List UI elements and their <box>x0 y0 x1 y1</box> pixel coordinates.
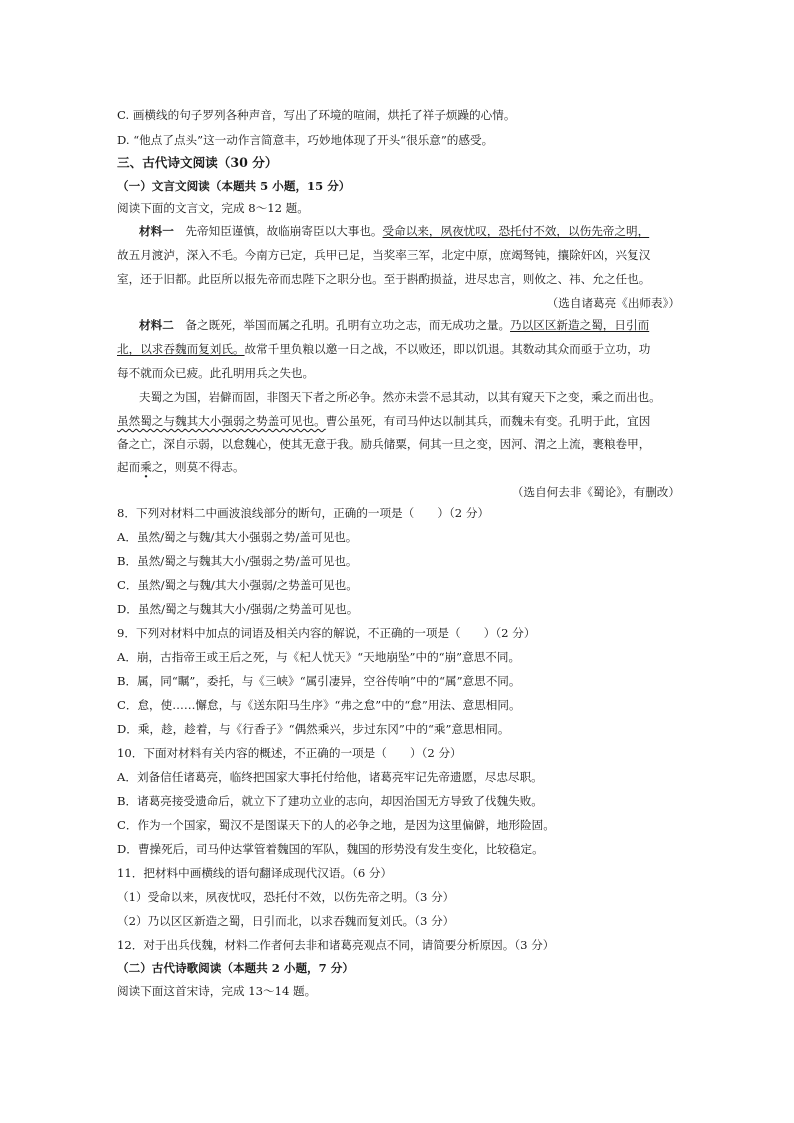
q11-stem: 11．把材料中画横线的语句翻译成现代汉语。（6 分） <box>117 866 393 880</box>
q9-option-d: D．乘，趁，趁着，与《行香子》“偶然乘兴，步过东冈”中的“乘”意思相同。 <box>117 722 510 736</box>
q9-option-c: C．怠，使……懈怠，与《送东阳马生序》“弗之怠”中的“怠”用法、意思相同。 <box>117 698 521 712</box>
q7-option-c: C. 画横线的句子罗列各种声音，写出了环境的喧闹，烘托了祥子烦躁的心情。 <box>117 108 516 122</box>
material2-source: （选自何去非《蜀论》，有删改） <box>511 485 680 499</box>
material1-label: 材料一 <box>139 224 174 238</box>
material1-source: （选自诸葛亮《出师表》） <box>546 296 680 310</box>
material2-line3: 每不就而众已疲。此孔明用兵之失也。 <box>117 366 315 380</box>
material2-para2-line2 <box>117 412 650 430</box>
material1-line1 <box>139 222 649 240</box>
part2-intro: 阅读下面这首宋诗，完成 13～14 题。 <box>117 984 317 998</box>
q11-sentence-1: （1）受命以来，夙夜忧叹，恐托付不效，以伤先帝之明。（3 分） <box>117 890 455 904</box>
material2-line1 <box>139 316 649 334</box>
material1-text: 先帝知臣谨慎，故临崩寄臣以大事也。 <box>185 224 383 238</box>
q7-option-d: D. “他点了点头”这一动作言简意丰，巧妙地体现了开头“很乐意”的感受。 <box>117 133 494 147</box>
q10-stem: 10．下面对材料有关内容的概述，不正确的一项是（ ）（2 分） <box>117 746 462 760</box>
material1-line3: 室，还于旧都。此臣所以报先帝而忠陛下之职分也。至于斟酌损益，进尽忠言，则攸之、祎、允之任也。 <box>117 272 651 286</box>
material2-text: 备之既死，举国而属之孔明。孔明有立功之志，而无成功之量。 <box>185 318 511 332</box>
material2-line2-text: 故常千里负粮以邀一日之战，不以败还，即以饥退。其数动其众而亟于立功，功 <box>244 342 651 356</box>
dotted-word-cheng: 乘 <box>140 460 152 474</box>
material2-wavy-sentence: 虽然蜀之与魏其大小强弱之势盖可见也。 <box>117 414 326 428</box>
q10-option-a: A．刘备信任诸葛亮，临终把国家大事托付给他，诸葛亮牢记先帝遗愿，尽忠尽职。 <box>117 770 543 784</box>
q8-stem: 8．下列对材料二中画波浪线部分的断句，正确的一项是（ ）（2 分） <box>117 506 490 520</box>
material2-underlined-sentence-b: 北，以求吞魏而复刘氏。 <box>117 342 245 356</box>
q12-stem: 12．对于出兵伐魏，材料二作者何去非和诸葛亮观点不同，请简要分析原因。（3 分） <box>117 938 555 952</box>
material2-para2-line4 <box>117 458 245 476</box>
q8-option-a: A．虽然/蜀之与魏/其大小强弱之势/盖可见也。 <box>117 530 358 544</box>
material2-line2 <box>117 340 650 358</box>
q11-sentence-2: （2）乃以区区新造之蜀，日引而北，以求吞魏而复刘氏。（3 分） <box>117 914 455 928</box>
q10-option-c: C．作为一个国家，蜀汉不是图谋天下的人的必争之地，是因为这里偏僻，地形险固。 <box>117 818 555 832</box>
material2-underlined-sentence-a: 乃以区区新造之蜀，日引而 <box>510 318 650 332</box>
q10-option-d: D．曹操死后，司马仲达掌管着魏国的军队，魏国的形势没有发生变化，比较稳定。 <box>117 842 544 856</box>
section3-title: 三、古代诗文阅读（30 分） <box>117 155 278 170</box>
q10-option-b: B．诸葛亮接受遗命后，就立下了建功立业的志向，却因治国无方导致了伐魏失败。 <box>117 794 543 808</box>
material2-para2-line3: 备之亡，深自示弱，以怠魏心，使其无意于我。励兵储粟，伺其一旦之变，因河、渭之上流，裹粮卷甲， <box>117 437 651 451</box>
q8-option-d: D．虽然/蜀之与魏其大小/强弱/之势盖可见也。 <box>117 602 359 616</box>
q9-stem: 9．下列对材料中加点的词语及相关内容的解说，不正确的一项是（ ）（2 分） <box>117 626 536 640</box>
material2-para2-line4-b: 之，则莫不得志。 <box>151 460 245 474</box>
q9-option-a: A．崩，古指帝王或王后之死，与《杞人忧天》“天地崩坠”中的“崩”意思不同。 <box>117 650 521 664</box>
material1-underlined-sentence: 受命以来，夙夜忧叹，恐托付不效，以伤先帝之明， <box>382 224 650 238</box>
part1-intro: 阅读下面的文言文，完成 8～12 题。 <box>117 201 309 215</box>
q8-option-b: B．虽然/蜀之与魏其大小/强弱之势/盖可见也。 <box>117 554 358 568</box>
material2-para2-line2-text: 曹公虽死，有司马仲达以制其兵，而魏未有变。孔明于此，宜因 <box>325 414 651 428</box>
q9-option-b: B．属，同“瞩”，委托，与《三峡》“属引凄异，空谷传响”中的“属”意思不同。 <box>117 674 521 688</box>
material2-para2-line1: 夫蜀之为国，岩僻而固，非图天下者之所必争。然亦未尝不忌其动，以其有窥天下之变，乘之而出也。 <box>139 390 661 404</box>
part2-title: （二）古代诗歌阅读（本题共 2 小题，7 分） <box>117 961 354 975</box>
material1-line2: 故五月渡泸，深入不毛。今南方已定，兵甲已足，当奖率三军，北定中原，庶竭驽钝，攘除奸凶，兴复汉 <box>117 248 651 262</box>
q8-option-c: C．虽然/蜀之与魏/其大小强弱/之势盖可见也。 <box>117 578 358 592</box>
material2-para2-line4-a: 起而 <box>117 460 141 474</box>
material2-label: 材料二 <box>139 318 174 332</box>
part1-title: （一）文言文阅读（本题共 5 小题，15 分） <box>117 179 351 193</box>
